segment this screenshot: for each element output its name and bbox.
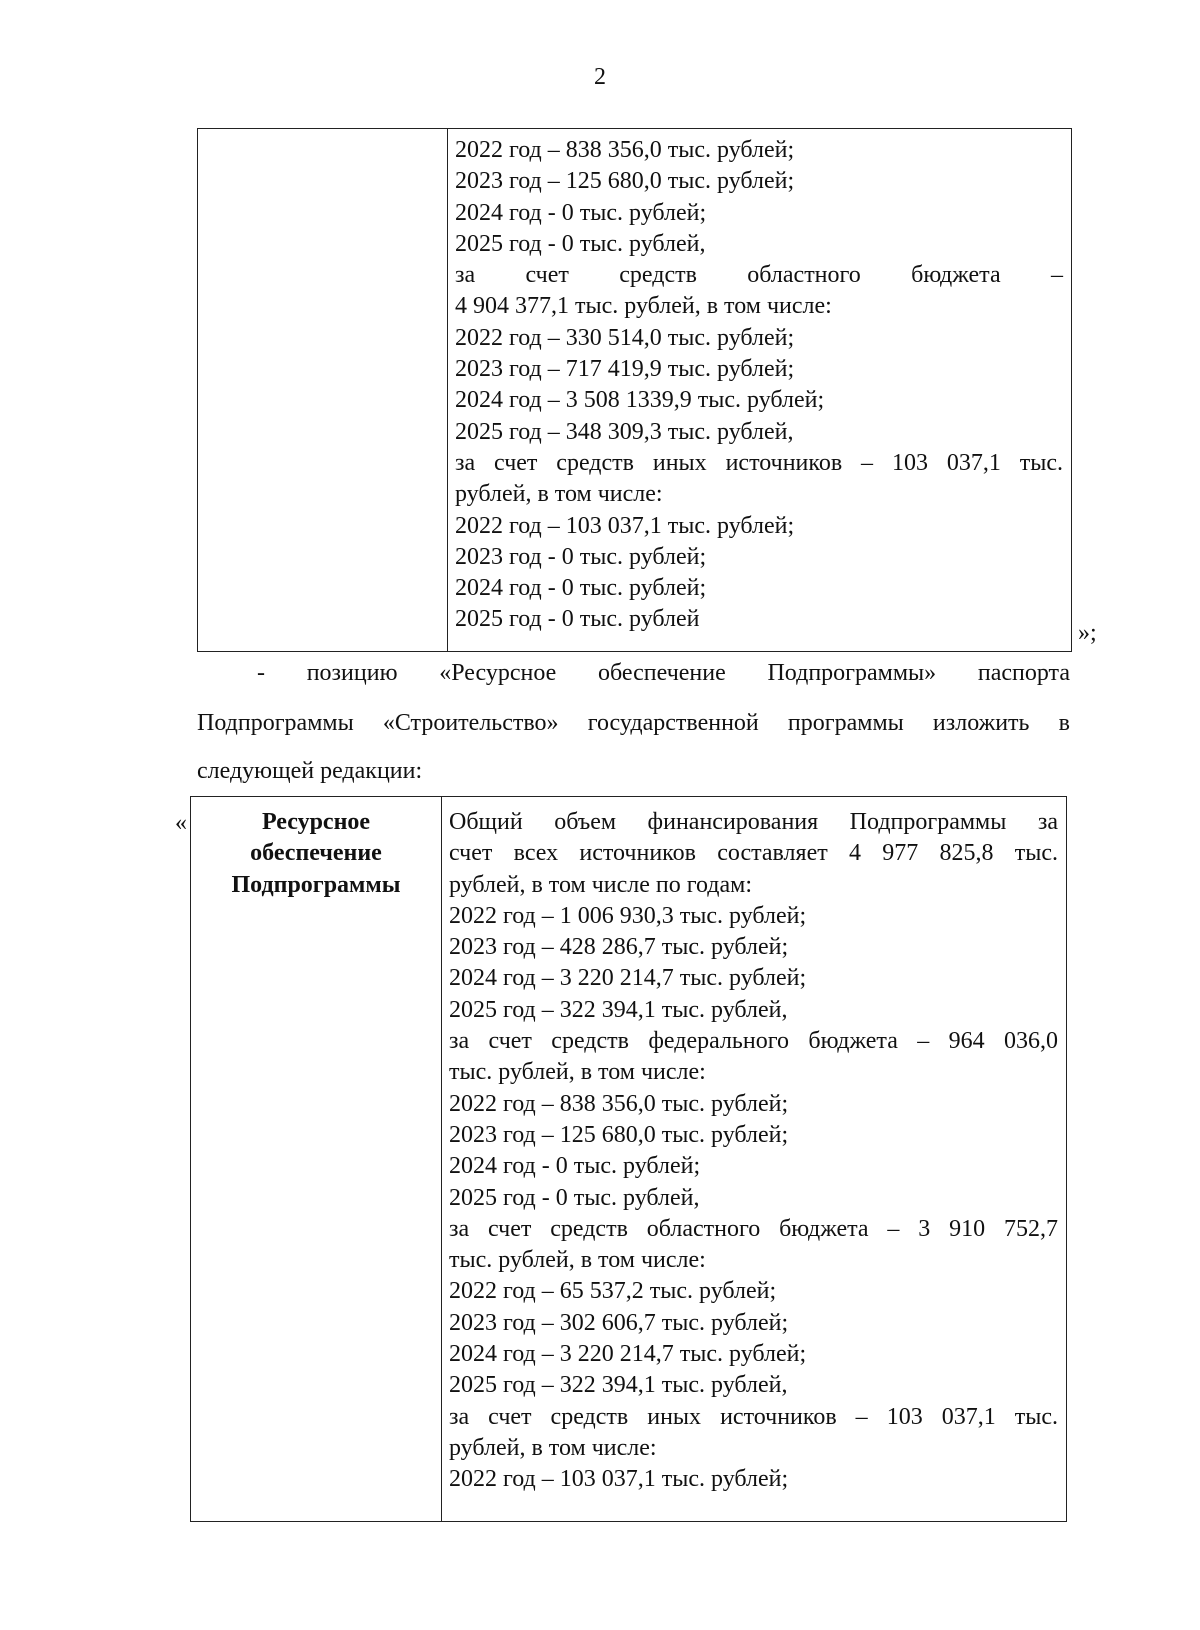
page-number: 2 xyxy=(594,64,606,90)
funding-line: 2025 год – 322 394,1 тыс. рублей, xyxy=(449,1372,788,1399)
funding-line: 2022 год – 103 037,1 тыс. рублей; xyxy=(449,1466,789,1493)
resource-provision-header-cell xyxy=(191,807,441,901)
funding-details-cell xyxy=(455,135,1063,636)
funding-line: 2024 год – 3 220 214,7 тыс. рублей; xyxy=(449,1341,807,1368)
closing-quote: »; xyxy=(1078,620,1097,646)
funding-line: 2025 год – 348 309,3 тыс. рублей, xyxy=(455,418,794,445)
funding-line: за счет средств областного бюджета – 3 910 752,7 xyxy=(449,1215,1058,1242)
funding-line: 2022 год – 838 356,0 тыс. рублей; xyxy=(449,1090,789,1117)
funding-line: 2024 год - 0 тыс. рублей; xyxy=(455,575,707,602)
funding-line: рублей, в том числе: xyxy=(449,1434,657,1461)
amendment-paragraph-line: Подпрограммы «Строительство» государственной программы изложить в xyxy=(197,710,1070,736)
funding-line: за счет средств федерального бюджета – 964 036,0 xyxy=(449,1028,1058,1055)
resource-provision-details-cell xyxy=(449,807,1058,1496)
funding-line: 2023 год – 717 419,9 тыс. рублей; xyxy=(455,356,795,383)
funding-line: за счет средств иных источников – 103 037,1 тыс. xyxy=(449,1403,1058,1430)
funding-line: 2024 год – 3 508 1339,9 тыс. рублей; xyxy=(455,387,825,414)
funding-line: 2025 год - 0 тыс. рублей, xyxy=(455,230,706,257)
table-column-divider xyxy=(441,797,442,1521)
funding-line: тыс. рублей, в том числе: xyxy=(449,1247,706,1274)
funding-line: 2023 год – 428 286,7 тыс. рублей; xyxy=(449,934,789,961)
funding-table-continuation xyxy=(197,128,1072,652)
amendment-paragraph-line: - позицию «Ресурсное обеспечение Подпрограммы» паспорта xyxy=(257,660,1070,686)
funding-line: 2022 год – 103 037,1 тыс. рублей; xyxy=(455,512,795,539)
funding-line: 4 904 377,1 тыс. рублей, в том числе: xyxy=(455,293,832,320)
funding-line: 2025 год – 322 394,1 тыс. рублей, xyxy=(449,996,788,1023)
funding-line: 2024 год - 0 тыс. рублей; xyxy=(455,199,707,226)
funding-line: 2022 год – 1 006 930,3 тыс. рублей; xyxy=(449,902,807,929)
funding-line: 2025 год - 0 тыс. рублей xyxy=(455,606,700,633)
header-line: Ресурсное xyxy=(261,809,371,835)
funding-line: тыс. рублей, в том числе: xyxy=(449,1059,706,1086)
funding-line: 2023 год – 302 606,7 тыс. рублей; xyxy=(449,1309,789,1336)
funding-line: 2023 год - 0 тыс. рублей; xyxy=(455,543,707,570)
funding-line: рублей, в том числе по годам: xyxy=(449,871,752,898)
funding-line: 2022 год – 330 514,0 тыс. рублей; xyxy=(455,324,795,351)
funding-line: счет всех источников составляет 4 977 825,8 тыс. xyxy=(449,840,1058,867)
funding-line: 2022 год – 838 356,0 тыс. рублей; xyxy=(455,137,795,163)
funding-line: за счет средств областного бюджета – xyxy=(455,262,1063,289)
funding-line: 2024 год – 3 220 214,7 тыс. рублей; xyxy=(449,965,807,992)
funding-line: за счет средств иных источников – 103 037,1 тыс. xyxy=(455,449,1063,476)
opening-quote: « xyxy=(175,810,187,836)
funding-line: 2024 год - 0 тыс. рублей; xyxy=(449,1153,701,1180)
funding-line: 2023 год – 125 680,0 тыс. рублей; xyxy=(449,1121,789,1148)
header-line: обеспечение xyxy=(250,840,382,867)
header-line: Подпрограммы xyxy=(231,871,401,898)
table-column-divider xyxy=(447,129,448,651)
funding-line: 2023 год – 125 680,0 тыс. рублей; xyxy=(455,168,795,195)
funding-line: Общий объем финансирования Подпрограммы за xyxy=(449,809,1058,835)
funding-line: 2022 год – 65 537,2 тыс. рублей; xyxy=(449,1278,777,1305)
funding-line: 2025 год - 0 тыс. рублей, xyxy=(449,1184,700,1211)
amendment-paragraph-line: следующей редакции: xyxy=(197,758,423,784)
funding-line: рублей, в том числе: xyxy=(455,481,663,508)
resource-provision-table xyxy=(190,796,1067,1522)
